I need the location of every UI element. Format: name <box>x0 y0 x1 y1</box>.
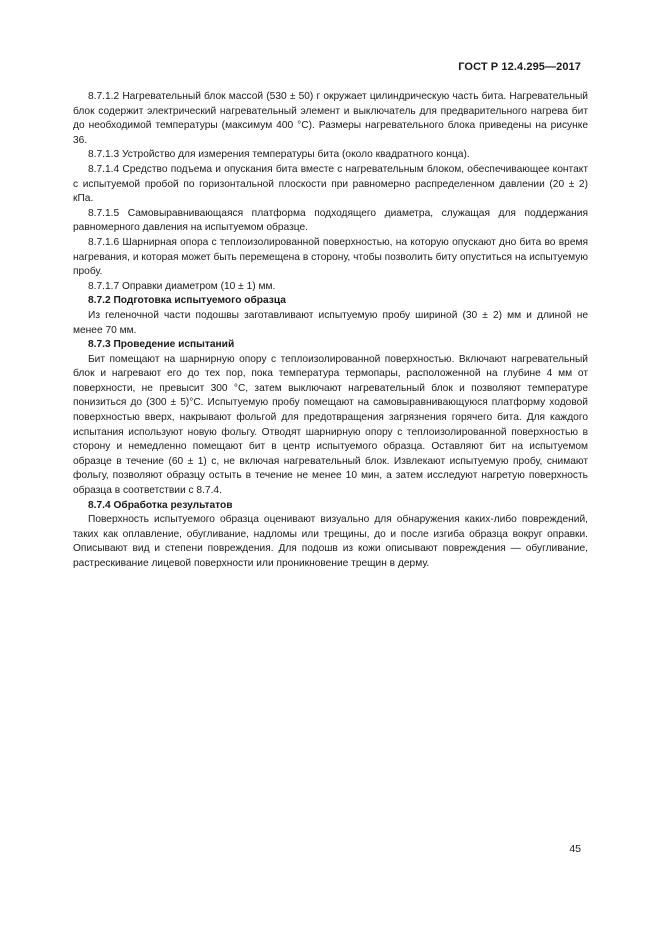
document-code: ГОСТ Р 12.4.295—2017 <box>458 61 581 73</box>
paragraph: Поверхность испытуемого образца оценивают визуально для обнаружения каких-либо повреждений, таких как оплавление, обугливание, надломы или трещины, до и после изгиба образца вокруг оправки. Описывают вид и степени повреждения. Для подошв из кожи описывают повреждения — обугливание, растрескивание лицевой поверхности или проникновение трещин в дерму. <box>73 514 588 569</box>
paragraph: 8.7.1.5 Самовыравнивающаяся платформа подходящего диаметра, служащая для поддержания равномерного давления на испытуемом образце. <box>73 207 588 234</box>
page-number: 45 <box>569 843 581 855</box>
paragraph: Бит помещают на шарнирную опору с теплоизолированной поверхностью. Включают нагревательный блок и нагревают его до тех пор, пока температура термопары, расположенной на глубине 4 мм от поверхности, не превысит 300 °С, затем выключают нагревательный блок и позволяют температуре понизиться до (300 ± 5)°С. Испытуемую пробу помещают на самовыравнивающуюся платформу ходовой поверхностью вверх, накрывают фольгой для предотвращения загрязнения горячего бита. Для каждого испытания используют новую фольгу. Отводят шарнирную опору с теплоизолированной поверхностью в сторону и немедленно помещают бит в центр испытуемого образца. Оставляют бит на испытуемом образце в течение (60 ± 1) с, не включая нагревательный блок. Извлекают испытуемую пробу, снимают фольгу, позволяют образцу остыть в течение не менее 10 мин, а затем исследуют нагретую поверхность образца в соответствии с 8.7.4. <box>73 353 588 497</box>
body-text <box>73 90 588 572</box>
paragraph: 8.7.1.4 Средство подъема и опускания бита вместе с нагревательным блоком, обеспечивающее контакт с испытуемой пробой по горизонтальной плоскости при равномерно распределенном давлении (20 ± 2) кПа. <box>73 163 588 205</box>
paragraph: Из геленочной части подошвы заготавливают испытуемую пробу шириной (30 ± 2) мм и длиной не менее 70 мм. <box>73 309 588 336</box>
section-heading: 8.7.2 Подготовка испытуемого образца <box>88 295 286 307</box>
paragraph: 8.7.1.7 Оправки диаметром (10 ± 1) мм. <box>88 280 276 292</box>
section-heading: 8.7.3 Проведение испытаний <box>88 339 235 351</box>
section-heading: 8.7.4 Обработка результатов <box>88 499 233 511</box>
paragraph: 8.7.1.2 Нагревательный блок массой (530 ± 50) г окружает цилиндрическую часть бита. Нагревательный блок содержит электрический нагревательный элемент и выключатель для предварительного нагрева бит до необходимой температуры (максимум 400 °С). Размеры нагревательного блока приведены на рисунке 36. <box>73 91 588 146</box>
paragraph: 8.7.1.3 Устройство для измерения температуры бита (около квадратного конца). <box>88 149 470 161</box>
paragraph: 8.7.1.6 Шарнирная опора с теплоизолированной поверхностью, на которую опускают дно бита во время нагревания, и которая может быть перемещена в сторону, чтобы позволить биту опуститься на испытуемую пробу. <box>73 236 588 278</box>
